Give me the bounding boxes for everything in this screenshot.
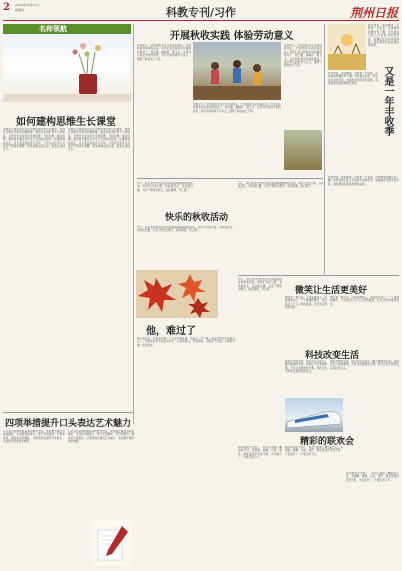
header-rule	[3, 20, 399, 21]
autumn-cartoon-illustration	[328, 24, 366, 70]
right-column-divider	[324, 24, 325, 274]
vase	[79, 74, 97, 94]
right-divider-1	[238, 275, 399, 276]
article-9-title: 精彩的联欢会	[300, 437, 355, 447]
article-3-title: 又是一年丰收季	[382, 66, 393, 136]
harvest-photo-small	[284, 130, 322, 170]
harvest-photo	[193, 42, 281, 100]
article-7-title: 微笑让生活更美好	[295, 286, 368, 296]
article-3-body-b: 秋风送爽，稻谷飘香。田野里一片金黄，沉甸甸的稻穗压弯了腰。农民伯伯们脸上洋溢着丰收的笑容，收割机在田间来回穿梭，到处都是忙碌而喜悦的景象。	[328, 72, 378, 86]
article-4-body-c: 今天，我们来到学校的劳动实践基地参加秋收活动。同学们分成小组，有的拔花生，有的挖红薯，大家干得热火朝天，收获满满，开心极了。	[238, 182, 324, 189]
article-3-body: 秋风送爽，稻谷飘香。田野里一片金黄，沉甸甸的稻穗压弯了腰。农民伯伯们脸上洋溢着丰收的笑容，收割机在田间来回穿梭，到处都是忙碌而喜悦的景象。	[368, 24, 399, 48]
masthead-logo: 荆州日报	[350, 6, 399, 20]
article-9-body: 新年联欢会开始了，同学们表演了精彩的节目，有唱歌、跳舞、小品、相声，教室里欢声笑语不断，大家度过了一个难忘的下午。	[238, 446, 282, 460]
article-3-body-c: 秋风送爽，稻谷飘香。田野里一片金黄，沉甸甸的稻穗压弯了腰。农民伯伯们脸上洋溢着丰收的笑容，收割机在田间来回穿梭，到处都是忙碌而喜悦的景象。	[328, 176, 399, 186]
children-field-illustration	[193, 42, 281, 100]
article-5-body: 口头表达是教师最基本的教学语言。教师要注重语言的准确性、生动性和感染力，善于运用提问、评价和追问，调动学生积极性，让课堂语言富有艺术魅力，从而提升课堂教学效果。	[3, 430, 65, 444]
article-5-title: 四项举措提升口头表达艺术魅力	[5, 419, 132, 429]
pen-icon	[92, 520, 132, 566]
train-illustration	[285, 398, 343, 432]
article-4-body: 今天，我们来到学校的劳动实践基地参加秋收活动。同学们分成小组，有的拔花生，有的挖红薯，大家干得热火朝天，收获满满，开心极了。	[137, 182, 193, 192]
article-7-body-b: 微笑是一种力量，它能温暖他人，也能照亮自己。一个真诚的微笑，可以拉近人与人之间的距离，让生活变得更加美好。	[330, 296, 399, 306]
article-2-title: 开展秋收实践 体验劳动意义	[170, 31, 294, 42]
article-9-body-c: 新年联欢会开始了，同学们表演了精彩的节目，有唱歌、跳舞、小品、相声，教室里欢声笑语不断，大家度过了一个难忘的下午。	[346, 472, 399, 482]
issue-weekday: 星期四	[15, 8, 25, 12]
article-4-title: 快乐的秋收活动	[165, 213, 229, 223]
maple-leaf-photo	[136, 270, 218, 318]
autumn-cartoon	[328, 24, 366, 70]
high-speed-train-photo	[285, 398, 343, 432]
article-2-body: 金秋时节，学校组织学生走进田间地头，开展秋收劳动实践活动。同学们在老师和农民伯伯的指导下，挖红薯、摘棉花、剥玉米，在劳动中感受丰收的喜悦，体会劳动的艰辛与意义，懂得了粮食来之不易。	[137, 44, 191, 61]
article-1-body: 思维生长课堂是以学生思维发展为核心的课堂。教师应在教学中创设问题情境，激发学生的好奇心与求知欲，引导学生在探究中发现问题、分析问题、解决问题。课堂教学要关注学生已有的知识经验，把握思维的起点，设计有层次的学习活动，让学生在思考与交流中不断深化理解，促进思维由浅入深、由表及里地生长。	[3, 128, 65, 152]
article-8-title: 科技改变生活	[305, 351, 360, 361]
article-6-body: 那天放学后，我看见同桌一个人坐在教室里，低着头一声不吭。我走过去轻声问他怎么了，原来他这次考试没有考好，心里很难过。我安慰他，失败并不可怕，只要努力就一定会进步。	[137, 337, 235, 347]
article-6-title: 他，难过了	[146, 326, 196, 337]
center-divider-1	[137, 178, 323, 179]
article-9-body-b: 新年联欢会开始了，同学们表演了精彩的节目，有唱歌、跳舞、小品、相声，教室里欢声笑语不断，大家度过了一个难忘的下午。	[285, 446, 343, 456]
section-title: 科教专刊/习作	[166, 6, 237, 19]
left-divider-1	[3, 412, 133, 413]
column-divider	[133, 24, 134, 424]
maple-leaves-illustration	[136, 270, 218, 318]
article-8-body: 随着科技的发展，我们的生活发生了翻天覆地的变化。高铁让出行更加便捷，手机让沟通更加方便，科技正在不断改变着我们的生活。	[285, 360, 327, 374]
issue-date: 2024年10月31日	[15, 3, 40, 7]
banner-band	[3, 24, 131, 34]
article-2-body-b: 金秋时节，学校组织学生走进田间地头，开展秋收劳动实践活动。同学们在老师和农民伯伯的指导下，挖红薯、摘棉花、剥玉米，在劳动中感受丰收的喜悦，体会劳动的艰辛与意义，懂得了粮食来之不易。	[193, 103, 281, 113]
article-1-title: 如何建构思维生长课堂	[16, 117, 116, 128]
banner-label: 名师领航	[39, 24, 67, 33]
article-1-body-col2: 思维生长课堂是以学生思维发展为核心的课堂。教师应在教学中创设问题情境，激发学生的好奇心与求知欲，引导学生在探究中发现问题、分析问题、解决问题。课堂教学要关注学生已有的知识经验，把握思维的起点，设计有层次的学习活动，让学生在思考与交流中不断深化理解，促进思维由浅入深、由表及里地生长。	[68, 128, 130, 152]
article-7-body: 微笑是一种力量，它能温暖他人，也能照亮自己。一个真诚的微笑，可以拉近人与人之间的距离，让生活变得更加美好。	[285, 296, 327, 310]
article-4-body-b: 今天，我们来到学校的劳动实践基地参加秋收活动。同学们分成小组，有的拔花生，有的挖红薯，大家干得热火朝天，收获满满，开心极了。	[137, 226, 235, 233]
flower-vase-illustration	[3, 34, 131, 102]
pen-paper-illustration	[92, 520, 132, 566]
page-number: 2	[3, 2, 10, 13]
banner-photo	[3, 24, 131, 102]
article-4-body-d: 今天，我们来到学校的劳动实践基地参加秋收活动。同学们分成小组，有的拔花生，有的挖红薯，大家干得热火朝天，收获满满，开心极了。	[238, 278, 282, 292]
article-5-body-b: 口头表达是教师最基本的教学语言。教师要注重语言的准确性、生动性和感染力，善于运用提问、评价和追问，调动学生积极性，让课堂语言富有艺术魅力，从而提升课堂教学效果。	[68, 430, 134, 444]
article-8-body-b: 随着科技的发展，我们的生活发生了翻天覆地的变化。高铁让出行更加便捷，手机让沟通更加方便，科技正在不断改变着我们的生活。	[330, 360, 399, 370]
article-2-body-c: 金秋时节，学校组织学生走进田间地头，开展秋收劳动实践活动。同学们在老师和农民伯伯的指导下，挖红薯、摘棉花、剥玉米，在劳动中感受丰收的喜悦，体会劳动的艰辛与意义，懂得了粮食来之不易。	[284, 44, 322, 68]
flowers	[73, 40, 108, 77]
